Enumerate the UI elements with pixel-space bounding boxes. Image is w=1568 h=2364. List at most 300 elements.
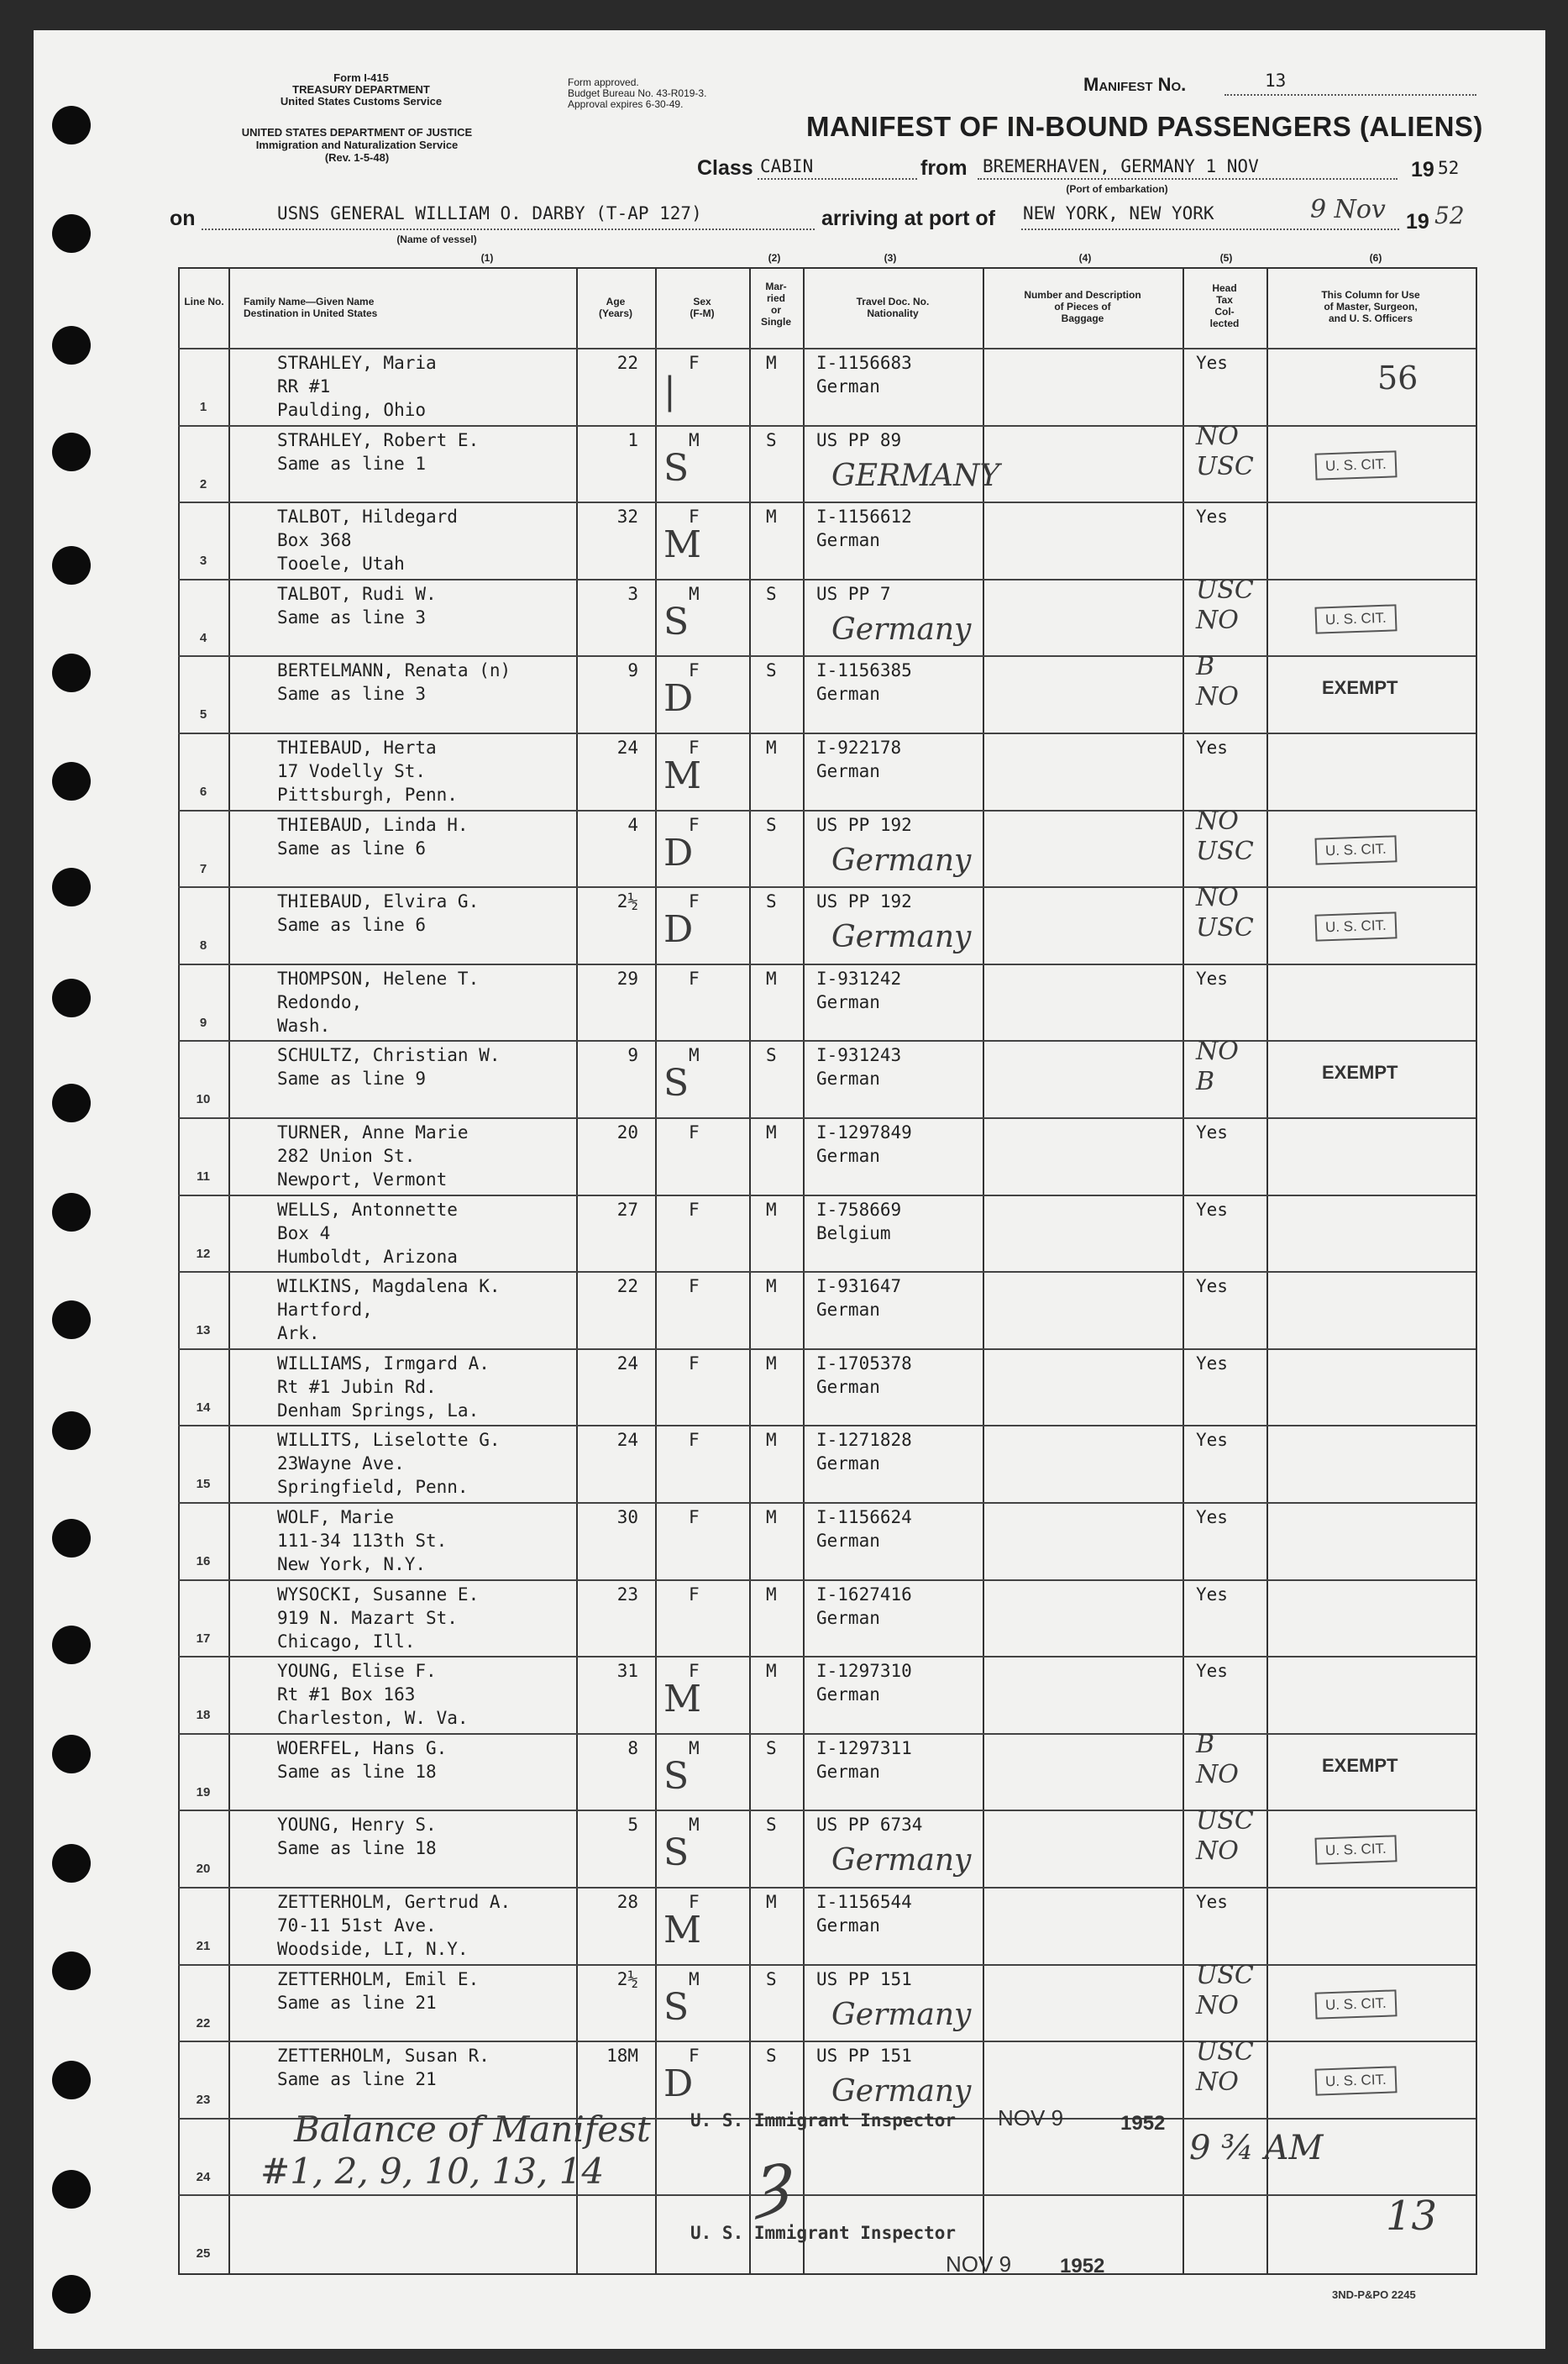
marital-status: S [766, 1968, 777, 1989]
col-number-6: (6) [1369, 252, 1382, 264]
passenger-age: 3 [627, 583, 638, 604]
line-number: 5 [199, 707, 207, 722]
head-tax-collected: Yes [1196, 1276, 1228, 1297]
row-divider [178, 1425, 1476, 1426]
head-tax-collected: Yes [1196, 1430, 1228, 1451]
travel-doc-nationality: I-1156385 German [816, 660, 912, 705]
inspector-date-2: NOV 9 [946, 2251, 1012, 2277]
punch-hole [52, 1300, 91, 1339]
passenger-age: 2½ [616, 891, 638, 912]
row-divider [178, 964, 1476, 965]
sex-correction-handwritten: D [663, 2062, 694, 2106]
travel-doc-nationality: I-1297310 German [816, 1661, 912, 1705]
row-divider [178, 1195, 1476, 1196]
travel-doc-nationality: I-1156624 German [816, 1507, 912, 1551]
from-rule [978, 178, 1398, 180]
line-number: 6 [199, 785, 207, 799]
passenger-sex: F [689, 1430, 700, 1451]
travel-doc-nationality: I-931243 German [816, 1045, 902, 1090]
passenger-sex: F [689, 1276, 700, 1297]
marital-status: M [766, 353, 777, 373]
passenger-age: 24 [616, 738, 638, 758]
head-tax-collected: Yes [1196, 1892, 1228, 1912]
passenger-age: 8 [627, 1737, 638, 1758]
sex-correction-handwritten: D [663, 831, 694, 875]
passenger-age: 18M [606, 2046, 638, 2067]
passenger-name-destination: THOMPSON, Helene T. Redondo, Wash. [277, 968, 480, 1036]
passenger-name-destination: THIEBAUD, Elvira G. Same as line 6 [277, 891, 480, 936]
marital-status: M [766, 1199, 777, 1220]
marital-status: S [766, 1045, 777, 1066]
form-number: Form I-415 [333, 71, 389, 84]
punch-hole [52, 1735, 91, 1773]
line-number: 19 [196, 1784, 211, 1799]
class-value: CABIN [760, 156, 814, 176]
passenger-name-destination: TURNER, Anne Marie 282 Union St. Newport, Vermont [277, 1122, 469, 1190]
passenger-sex: F [689, 1507, 700, 1527]
marital-status: M [766, 1892, 777, 1912]
line-number: 22 [196, 2015, 211, 2030]
travel-doc-nationality: US PP 192 [816, 891, 912, 912]
passenger-age: 9 [627, 1045, 638, 1066]
approval-expiry-line: Approval expires 6-30-49. [568, 98, 684, 110]
row-divider [178, 1040, 1476, 1042]
manifest-number-rule [1225, 94, 1476, 96]
passenger-name-destination: WILLIAMS, Irmgard A. Rt #1 Jubin Rd. Denham Springs, La. [277, 1353, 490, 1421]
travel-doc-nationality: I-931242 German [816, 968, 902, 1012]
row-divider [178, 1579, 1476, 1581]
passenger-name-destination: WYSOCKI, Susanne E. 919 N. Mazart St. Chicago, Ill. [277, 1584, 480, 1652]
sex-correction-handwritten: M [663, 754, 702, 797]
marital-status: S [766, 814, 777, 835]
passenger-sex: F [689, 353, 700, 373]
header-name: Family Name—Given Name Destination in United States [244, 296, 378, 319]
travel-doc-nationality: I-1297311 German [816, 1737, 912, 1782]
head-tax-collected: Yes [1196, 1661, 1228, 1682]
year-prefix-2: 19 [1406, 210, 1429, 234]
year-suffix-1: 52 [1438, 158, 1460, 178]
inspector-year-1: 1952 [1120, 2112, 1166, 2135]
passenger-sex: F [689, 2046, 700, 2067]
exempt-note: EXEMPT [1322, 1754, 1398, 1776]
head-tax-collected: Yes [1196, 507, 1228, 528]
marital-status: M [766, 1122, 777, 1143]
passenger-age: 23 [616, 1584, 638, 1605]
passenger-sex: M [689, 1045, 700, 1066]
from-label: from [920, 156, 968, 180]
line-number: 9 [199, 1015, 207, 1030]
travel-doc-nationality: US PP 89 [816, 429, 902, 450]
inspector-label-2: U. S. Immigrant Inspector [690, 2223, 957, 2243]
marital-status: M [766, 1353, 777, 1374]
row-divider [178, 733, 1476, 734]
passenger-age: 1 [627, 429, 638, 450]
marital-status: M [766, 1584, 777, 1605]
form-id-block [235, 72, 487, 108]
passenger-sex: F [689, 1661, 700, 1682]
travel-doc-nationality: I-1705378 German [816, 1353, 912, 1397]
exempt-note: EXEMPT [1322, 677, 1398, 699]
approval-block [568, 77, 706, 110]
marital-status: M [766, 968, 777, 989]
balance-note-handwritten: Balance of Manifest [294, 2109, 651, 2150]
travel-doc-nationality: I-1627416 German [816, 1584, 912, 1628]
print-code: 3ND-P&PO 2245 [1332, 2288, 1416, 2301]
passenger-age: 31 [616, 1661, 638, 1682]
head-tax-collected: Yes [1196, 1584, 1228, 1605]
marital-status: M [766, 1430, 777, 1451]
marital-status: S [766, 660, 777, 681]
row-divider [178, 2041, 1476, 2042]
line-number: 7 [199, 861, 207, 876]
line-number: 25 [196, 2246, 211, 2262]
line-number: 18 [196, 1708, 211, 1723]
passenger-age: 2½ [616, 1968, 638, 1989]
inspector-date-1: NOV 9 [998, 2105, 1064, 2130]
marital-status: S [766, 429, 777, 450]
line-number: 12 [196, 1246, 211, 1261]
vessel-rule [202, 229, 815, 230]
inspector-initials-signature: Ȝ [756, 2152, 793, 2221]
line-number: 15 [196, 1477, 211, 1492]
passenger-sex: F [689, 1584, 700, 1605]
customs-label: United States Customs Service [280, 95, 443, 108]
passenger-name-destination: ZETTERHOLM, Emil E. Same as line 21 [277, 1968, 480, 2013]
dept-block [168, 126, 546, 164]
row-divider [178, 425, 1476, 427]
travel-doc-nationality: US PP 7 [816, 583, 891, 604]
head-tax-handwritten: USC NO [1196, 1806, 1254, 1867]
punch-hole [52, 433, 91, 471]
manifest-number-value: 13 [1265, 71, 1287, 91]
travel-doc-nationality: I-758669 Belgium [816, 1199, 902, 1243]
sex-correction-handwritten: M [663, 1909, 702, 1952]
punch-hole [52, 2061, 91, 2099]
punch-hole [52, 2170, 91, 2209]
vessel-name: USNS GENERAL WILLIAM O. DARBY (T-AP 127) [277, 203, 702, 223]
col-number-1: (1) [480, 252, 494, 264]
row-divider [178, 1887, 1476, 1889]
punch-hole [52, 1952, 91, 1990]
header-officers: This Column for Use of Master, Surgeon, and U. S. Officers [1321, 289, 1420, 324]
us-citizen-stamp: U. S. CIT. [1314, 835, 1397, 864]
marital-status: M [766, 1276, 777, 1297]
vessel-caption: (Name of vessel) [396, 234, 477, 245]
sex-correction-handwritten: S [663, 1754, 690, 1798]
row-divider [178, 502, 1476, 503]
inspector-label-1: U. S. Immigrant Inspector [690, 2110, 957, 2130]
punch-hole [52, 979, 91, 1017]
punch-hole [52, 106, 91, 144]
marital-status: M [766, 1661, 777, 1682]
passenger-name-destination: WELLS, Antonnette Box 4 Humboldt, Arizona [277, 1199, 458, 1267]
row-divider [178, 579, 1476, 580]
travel-doc-nationality: US PP 6734 [816, 1815, 923, 1836]
ins-label: Immigration and Naturalization Service [255, 139, 459, 151]
nationality-handwritten: Germany [831, 612, 972, 647]
revision-label: (Rev. 1-5-48) [324, 151, 390, 164]
row-divider [178, 1656, 1476, 1657]
row-divider [178, 1810, 1476, 1811]
passenger-age: 4 [627, 814, 638, 835]
punch-hole [52, 1519, 91, 1558]
passenger-age: 24 [616, 1430, 638, 1451]
head-tax-handwritten: NO B [1196, 1037, 1239, 1097]
sex-correction-handwritten: D [663, 908, 694, 952]
travel-doc-nationality: US PP 151 [816, 2046, 912, 2067]
marital-status: S [766, 891, 777, 912]
col-number-3: (3) [884, 252, 897, 264]
punch-hole [52, 326, 91, 365]
marital-status: M [766, 738, 777, 758]
line-number: 3 [199, 554, 207, 569]
arriving-label: arriving at port of [821, 207, 995, 230]
budget-bureau-line: Budget Bureau No. 43-R019-3. [568, 87, 707, 99]
arrival-port-rule [1021, 229, 1399, 230]
line-number: 11 [197, 1169, 210, 1184]
nationality-handwritten: Germany [831, 1843, 972, 1878]
us-citizen-stamp: U. S. CIT. [1314, 2067, 1397, 2096]
head-tax-handwritten: NO USC [1196, 806, 1254, 866]
line-number: 1 [199, 400, 207, 414]
head-tax-handwritten: USC NO [1196, 1960, 1254, 2020]
sex-correction-handwritten: S [663, 600, 690, 644]
arrival-port: NEW YORK, NEW YORK [1023, 203, 1214, 223]
punch-hole [52, 1084, 91, 1122]
head-tax-handwritten: USC NO [1196, 575, 1254, 635]
us-citizen-stamp: U. S. CIT. [1314, 912, 1397, 942]
head-tax-collected: Yes [1196, 1122, 1228, 1143]
head-tax-handwritten: B NO [1196, 652, 1239, 712]
passenger-age: 27 [616, 1199, 638, 1220]
passenger-sex: M [689, 583, 700, 604]
passenger-sex: F [689, 507, 700, 528]
travel-doc-nationality: I-1156683 German [816, 353, 912, 397]
head-tax-collected: Yes [1196, 1199, 1228, 1220]
time-handwritten: 9 ¾ AM [1189, 2129, 1324, 2167]
passenger-age: 28 [616, 1892, 638, 1912]
head-tax-handwritten: NO USC [1196, 421, 1254, 481]
punch-hole [52, 546, 91, 585]
sex-correction-handwritten: M [663, 523, 702, 567]
line-number: 13 [196, 1323, 211, 1338]
line-number: 20 [196, 1862, 211, 1877]
line-number: 2 [199, 476, 207, 491]
balance-lines-handwritten: #1, 2, 9, 10, 13, 14 [260, 2151, 605, 2192]
arrival-date-handwritten: 9 Nov [1310, 195, 1386, 224]
travel-doc-nationality: I-1156544 German [816, 1892, 912, 1936]
sex-correction-handwritten: S [663, 1062, 690, 1106]
row-divider [178, 1117, 1476, 1119]
head-tax-collected: Yes [1196, 1353, 1228, 1374]
passenger-name-destination: STRAHLEY, Robert E. Same as line 1 [277, 429, 480, 474]
travel-doc-nationality: I-1156612 German [816, 507, 912, 551]
passenger-name-destination: YOUNG, Elise F. Rt #1 Box 163 Charleston, W. Va. [277, 1661, 469, 1729]
passenger-name-destination: TALBOT, Hildegard Box 368 Tooele, Utah [277, 507, 458, 575]
row-divider [178, 1502, 1476, 1504]
passenger-sex: F [689, 1353, 700, 1374]
passenger-name-destination: SCHULTZ, Christian W. Same as line 9 [277, 1045, 501, 1090]
nationality-handwritten: Germany [831, 843, 972, 878]
punch-hole [52, 1844, 91, 1883]
row-divider [178, 1733, 1476, 1735]
line-number: 21 [196, 1939, 211, 1953]
header-sex: Sex (F-M) [690, 296, 715, 319]
passenger-name-destination: ZETTERHOLM, Gertrud A. 70-11 51st Ave. Woodside, LI, N.Y. [277, 1892, 511, 1959]
header-travel-doc: Travel Doc. No. Nationality [856, 296, 930, 319]
head-tax-collected: Yes [1196, 738, 1228, 758]
passenger-name-destination: STRAHLEY, Maria RR #1 Paulding, Ohio [277, 353, 437, 420]
row-divider [178, 1964, 1476, 1966]
passenger-age: 24 [616, 1353, 638, 1374]
header-baggage: Number and Description of Pieces of Baggage [1024, 289, 1141, 324]
sex-correction-handwritten: D [663, 677, 694, 721]
passenger-age: 32 [616, 507, 638, 528]
us-citizen-stamp: U. S. CIT. [1314, 1989, 1397, 2019]
punch-hole [52, 1193, 91, 1232]
travel-doc-nationality: I-931647 German [816, 1276, 902, 1321]
marital-status: S [766, 583, 777, 604]
head-tax-collected: Yes [1196, 353, 1228, 373]
punch-hole [52, 1626, 91, 1664]
head-tax-handwritten: NO USC [1196, 883, 1254, 943]
line-number: 17 [196, 1631, 211, 1646]
officer-number-handwritten: 56 [1377, 360, 1419, 397]
class-rule [758, 178, 917, 180]
nationality-handwritten: Germany [831, 920, 972, 955]
row-divider [178, 655, 1476, 657]
on-label: on [170, 207, 196, 230]
head-tax-handwritten: B NO [1196, 1729, 1239, 1789]
header-age: Age (Years) [598, 296, 633, 319]
exempt-note: EXEMPT [1322, 1062, 1398, 1084]
row-divider [178, 2194, 1476, 2196]
punch-hole [52, 214, 91, 253]
punch-hole [52, 1411, 91, 1450]
row-divider [178, 810, 1476, 812]
line-number: 14 [196, 1400, 211, 1415]
passenger-age: 22 [616, 1276, 638, 1297]
header-head-tax: Head Tax Col- lected [1209, 282, 1240, 329]
passenger-name-destination: YOUNG, Henry S. Same as line 18 [277, 1815, 437, 1859]
passenger-sex: M [689, 429, 700, 450]
row-divider [178, 1348, 1476, 1350]
passenger-age: 9 [627, 660, 638, 681]
passenger-age: 29 [616, 968, 638, 989]
passenger-name-destination: THIEBAUD, Linda H. Same as line 6 [277, 814, 469, 859]
marital-status: S [766, 1737, 777, 1758]
line-number: 4 [199, 630, 207, 645]
nationality-handwritten: GERMANY [831, 458, 1000, 493]
passenger-name-destination: WOERFEL, Hans G. Same as line 18 [277, 1737, 448, 1782]
passenger-sex: F [689, 1122, 700, 1143]
class-label: Class [697, 156, 753, 180]
marital-status: M [766, 507, 777, 528]
passenger-sex: M [689, 1815, 700, 1836]
marital-status: M [766, 1507, 777, 1527]
passenger-sex: F [689, 814, 700, 835]
line-number: 8 [199, 938, 207, 953]
year-prefix-1: 19 [1411, 158, 1434, 181]
passenger-sex: F [689, 660, 700, 681]
col-number-4: (4) [1078, 252, 1092, 264]
sex-correction-handwritten: S [663, 446, 690, 490]
passenger-age: 5 [627, 1815, 638, 1836]
travel-doc-nationality: I-922178 German [816, 738, 902, 781]
passenger-name-destination: WILLITS, Liselotte G. 23Wayne Ave. Springfield, Penn. [277, 1430, 501, 1498]
approval-line: Form approved. [568, 76, 639, 88]
passenger-sex: M [689, 1968, 700, 1989]
manifest-title: MANIFEST OF IN-BOUND PASSENGERS (ALIENS) [806, 111, 1483, 142]
passenger-age: 20 [616, 1122, 638, 1143]
us-citizen-stamp: U. S. CIT. [1314, 604, 1397, 633]
row-divider [178, 886, 1476, 888]
line-number: 24 [196, 2169, 211, 2184]
port-embarkation-caption: (Port of embarkation) [1066, 183, 1168, 195]
passenger-name-destination: WOLF, Marie 111-34 113th St. New York, N.Y. [277, 1507, 448, 1574]
dept-justice-label: UNITED STATES DEPARTMENT OF JUSTICE [241, 126, 473, 139]
travel-doc-nationality: I-1297849 German [816, 1122, 912, 1166]
punch-hole [52, 762, 91, 801]
passenger-age: 30 [616, 1507, 638, 1527]
punch-hole [52, 868, 91, 906]
head-tax-handwritten: USC NO [1196, 2037, 1254, 2098]
line-number: 23 [196, 2093, 211, 2108]
nationality-handwritten: Germany [831, 1997, 972, 2032]
head-tax-collected: Yes [1196, 968, 1228, 989]
sex-correction-handwritten: S [663, 1831, 690, 1875]
col-number-2: (2) [768, 252, 781, 264]
us-citizen-stamp: U. S. CIT. [1314, 1836, 1397, 1865]
inspector-year-2: 1952 [1060, 2255, 1105, 2277]
col-number-5: (5) [1219, 252, 1233, 264]
us-citizen-stamp: U. S. CIT. [1314, 450, 1397, 480]
marital-status: S [766, 1815, 777, 1836]
manifest-number-label: Manifest No. [1083, 74, 1187, 95]
passenger-sex: M [689, 1737, 700, 1758]
page-number-handwritten: 13 [1386, 2193, 1438, 2240]
header-married: Mar- ried or Single [760, 281, 791, 328]
sex-correction-handwritten: M [663, 1678, 702, 1721]
year-suffix-2: 52 [1434, 202, 1465, 229]
passenger-name-destination: WILKINS, Magdalena K. Hartford, Ark. [277, 1276, 501, 1344]
passenger-sex: F [689, 1199, 700, 1220]
travel-doc-nationality: US PP 192 [816, 814, 912, 835]
passenger-sex: F [689, 1892, 700, 1912]
passenger-name-destination: ZETTERHOLM, Susan R. Same as line 21 [277, 2046, 490, 2090]
punch-hole [52, 2275, 91, 2314]
passenger-sex: F [689, 738, 700, 758]
header-line-no: Line No. [184, 296, 224, 307]
passenger-age: 22 [616, 353, 638, 373]
line-number: 16 [196, 1554, 211, 1568]
marital-status: S [766, 2046, 777, 2067]
row-divider [178, 1271, 1476, 1273]
nationality-handwritten: Germany [831, 2074, 972, 2109]
sex-correction-handwritten: | [663, 370, 676, 412]
sex-correction-handwritten: S [663, 1985, 690, 2029]
treasury-label: TREASURY DEPARTMENT [292, 83, 430, 96]
head-tax-collected: Yes [1196, 1507, 1228, 1527]
passenger-name-destination: THIEBAUD, Herta 17 Vodelly St. Pittsburgh, Penn. [277, 738, 458, 805]
travel-doc-nationality: US PP 151 [816, 1968, 912, 1989]
passenger-name-destination: BERTELMANN, Renata (n) Same as line 3 [277, 660, 511, 705]
passenger-sex: F [689, 891, 700, 912]
passenger-sex: F [689, 968, 700, 989]
from-value: BREMERHAVEN, GERMANY 1 NOV [983, 156, 1259, 176]
punch-hole [52, 654, 91, 692]
travel-doc-nationality: I-1271828 German [816, 1430, 912, 1474]
